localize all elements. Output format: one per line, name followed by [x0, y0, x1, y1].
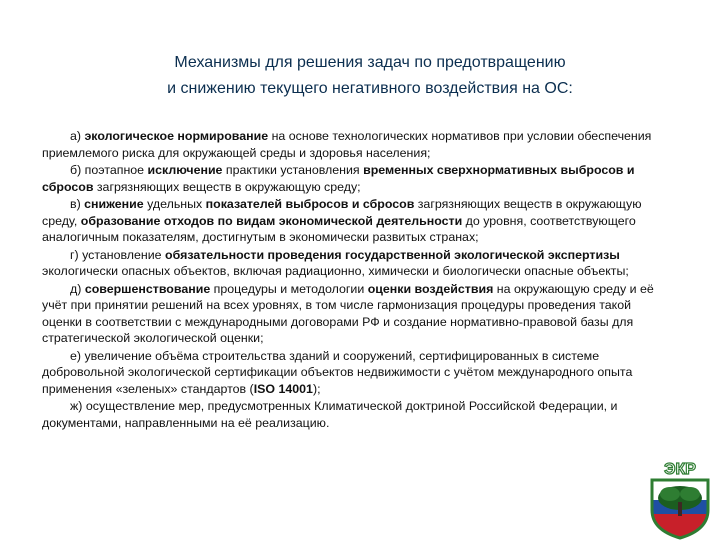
text-segment: процедуры и методологии: [210, 281, 368, 296]
bold-phrase: обязательности проведения государственной экологической экспертизы: [165, 247, 620, 262]
logo-text: ЭКР: [664, 461, 696, 478]
text-segment: ж) осуществление мер, предусмотренных Климатической доктриной Российской Федерации, и документами, направленными на её реализацию.: [42, 399, 618, 430]
title-line-2: и снижению текущего негативного воздействия на ОС:: [167, 80, 573, 97]
text-segment: е) увеличение объёма строительства зданий и сооружений, сертифицированных в системе добровольной экологической сертификации объектов недвижимости с учётом международного опыта применения «зеленых» стандартов (: [42, 348, 633, 396]
slide-title: [60, 50, 680, 102]
text-segment: б) поэтапное: [70, 163, 148, 177]
text-segment: загрязняющих веществ в окружающую среду;: [93, 179, 361, 194]
mechanism-item: [42, 196, 670, 246]
bold-phrase: оценки воздействия: [367, 281, 494, 296]
text-segment: а): [70, 129, 85, 143]
text-segment: на окружающую среду и её учёт при принятии решений на всех уровнях, в том числе гармонизация процедуры проведения такой оценки в соответствии с международными договорами РФ и создание нормативно-правовой базы для стратегической экологической оценки;: [42, 281, 654, 345]
bold-phrase: совершенствование: [84, 281, 211, 296]
text-segment: практики установления: [222, 163, 364, 177]
bold-phrase: показателей выбросов и сбросов: [205, 197, 415, 211]
text-segment: в): [70, 197, 85, 211]
text-segment: экологически опасных объектов, включая радиационно, химически и биологически опасные объекты;: [42, 264, 629, 278]
text-segment: загрязняющих веществ в окружающую среду,: [42, 197, 642, 228]
mechanism-item: [42, 348, 670, 398]
bold-phrase: экологическое нормирование: [84, 129, 269, 143]
mechanism-item: [42, 128, 670, 161]
bold-phrase: ISO 14001: [253, 381, 313, 396]
mechanism-item: [42, 281, 670, 347]
bold-phrase: исключение: [147, 163, 223, 177]
bold-phrase: снижение: [84, 197, 144, 211]
mechanism-item: [42, 398, 670, 431]
text-segment: );: [312, 381, 321, 396]
text-segment: удельных: [143, 197, 206, 211]
bold-phrase: образование отходов по видам экономической деятельности: [80, 213, 463, 228]
text-segment: д): [70, 281, 85, 296]
bold-phrase: временных сверхнормативных выбросов и сбросов: [42, 163, 635, 194]
title-line-1: Механизмы для решения задач по предотвращению: [174, 54, 566, 71]
text-segment: на основе технологических нормативов при условии обеспечения приемлемого риска для окружающей среды и здоровья населения;: [42, 129, 652, 160]
text-segment: г) установление: [70, 247, 166, 262]
text-segment: до уровня, соответствующего аналогичным показателям, достигнутым в экономически развитых странах;: [42, 213, 636, 244]
ecology-emblem-logo: [642, 458, 718, 540]
mechanisms-list: [42, 128, 670, 432]
mechanism-item: [42, 162, 670, 195]
mechanism-item: [42, 247, 670, 280]
